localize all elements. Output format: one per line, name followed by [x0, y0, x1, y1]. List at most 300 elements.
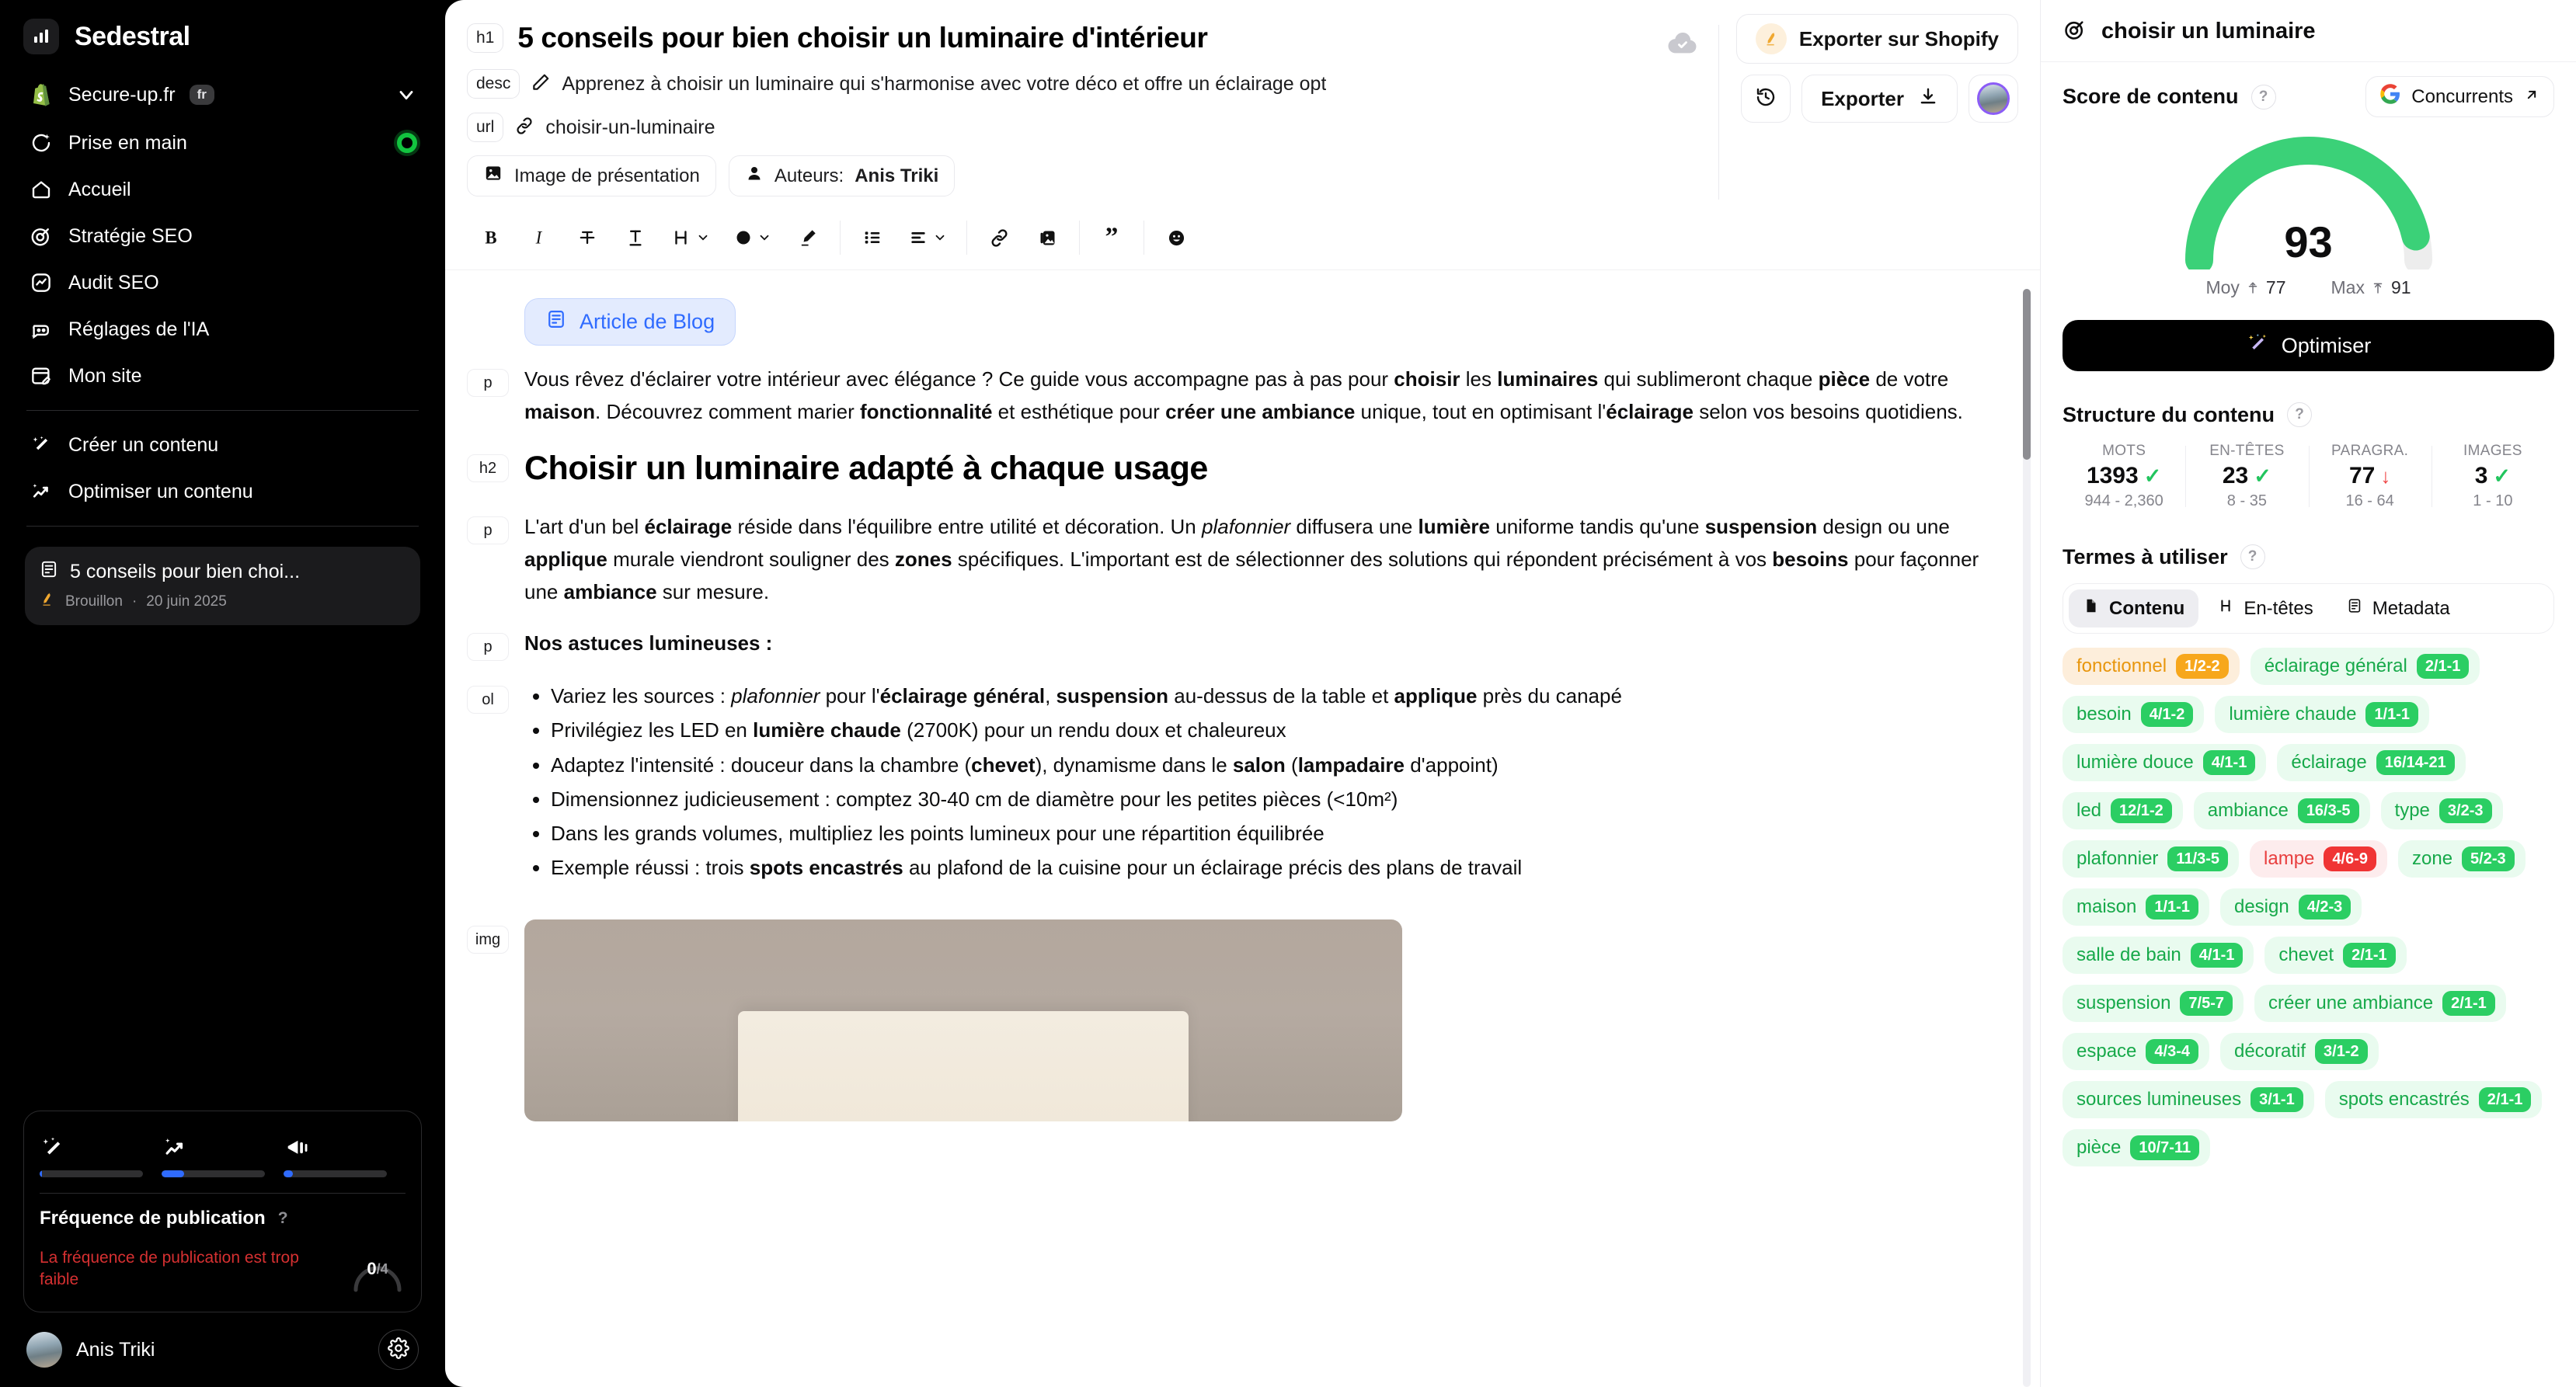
editor-panel: [445, 0, 2040, 1387]
term-count: 4/2-3: [2299, 895, 2351, 919]
sidebar-item-reglages-ia[interactable]: [23, 306, 422, 353]
block-tag-h1: h1: [467, 23, 503, 53]
score-title: Score de contenu: [2063, 85, 2239, 108]
draft-icon: [39, 591, 56, 613]
sidebar-item-label: Stratégie SEO: [68, 224, 193, 247]
document-icon: [2083, 597, 2100, 620]
score-stats: [2205, 277, 2411, 298]
stat-value: 77: [2348, 463, 2376, 488]
document-title-row: [39, 559, 406, 585]
structure-title-row: [2063, 402, 2554, 427]
title-row: [467, 14, 1650, 62]
block-tag-url: url: [467, 113, 503, 142]
sidebar-divider: [26, 410, 419, 411]
target-keyword: choisir un luminaire: [2101, 19, 2316, 43]
sidebar-item-label: Accueil: [68, 178, 131, 200]
term-count: 1/2-2: [2176, 654, 2229, 679]
tab-label: Metadata: [2372, 597, 2450, 619]
sidebar-item-label: Prise en main: [68, 131, 187, 154]
term-label: espace: [2076, 1041, 2137, 1062]
paragraph-block: [467, 363, 1993, 428]
term-label: pièce: [2076, 1137, 2122, 1158]
term-tag[interactable]: [2398, 840, 2526, 878]
term-tag[interactable]: [2220, 888, 2362, 926]
tips-list[interactable]: [524, 680, 1993, 884]
term-count: 3/1-1: [2251, 1087, 2303, 1112]
editor-document: [445, 270, 2040, 1121]
home-icon: [28, 176, 54, 203]
block-tag-ol: ol: [467, 686, 509, 714]
right-panel: [2040, 0, 2576, 1387]
list-block: [467, 680, 1993, 885]
meter-track: [284, 1170, 387, 1177]
bold-button[interactable]: [467, 214, 515, 262]
term-tag[interactable]: [2254, 985, 2506, 1022]
terms-help-icon[interactable]: ?: [2240, 544, 2265, 569]
term-count: 4/6-9: [2324, 846, 2376, 871]
paragraph-text[interactable]: Nos astuces lumineuses :: [524, 631, 773, 655]
term-count: 7/5-7: [2180, 991, 2233, 1016]
link-button[interactable]: [975, 214, 1023, 262]
term-label: maison: [2076, 896, 2137, 917]
avatar: [1977, 82, 2010, 115]
term-label: lumière douce: [2076, 752, 2194, 773]
article-icon: [545, 308, 567, 335]
target-icon: [2063, 17, 2087, 46]
document-meta-separator: ·: [131, 593, 138, 610]
score-average-value: 77: [2265, 277, 2286, 297]
brand: [23, 0, 422, 70]
terms-tabs: [2063, 583, 2554, 634]
sidebar-item-mon-site[interactable]: [23, 353, 422, 399]
svg-text:I: I: [535, 228, 542, 248]
document-icon: [39, 559, 59, 585]
highlighter-button[interactable]: [784, 214, 832, 262]
quote-button[interactable]: [1088, 214, 1136, 262]
frequency-meter-publish: [284, 1128, 406, 1177]
editor-header-right: [1650, 14, 2018, 207]
document-date: 20 juin 2025: [146, 593, 227, 610]
author-name: Anis Triki: [855, 165, 939, 186]
arrow-up-icon: [2371, 280, 2385, 296]
terms-title: Termes à utiliser: [2063, 544, 2228, 568]
stat-mots: [2063, 443, 2185, 510]
authors-button[interactable]: [729, 155, 955, 196]
meter-track: [162, 1170, 265, 1177]
terms-list: [2063, 648, 2554, 1185]
site-name: Secure-up.fr: [68, 83, 176, 106]
meta-buttons-row: [467, 149, 1650, 207]
editor-canvas: [445, 270, 2040, 1387]
score-gauge-wrap: [2063, 117, 2554, 303]
frequency-gauge: [350, 1245, 406, 1293]
document-title: 5 conseils pour bien choi...: [70, 561, 301, 582]
slug-value[interactable]: choisir-un-luminaire: [545, 116, 715, 138]
score-value: 93: [2284, 217, 2333, 266]
export-button[interactable]: [1801, 75, 1958, 123]
magic-trend-icon: [162, 1128, 284, 1161]
term-count: 12/1-2: [2111, 798, 2172, 823]
emoji-button[interactable]: [1152, 214, 1200, 262]
check-icon: ✓: [2254, 464, 2271, 488]
image-icon: [483, 163, 503, 189]
stat-value: 1393: [2086, 463, 2139, 488]
term-label: décoratif: [2233, 1041, 2306, 1062]
cloud-saved-icon: [1667, 14, 1718, 58]
sidebar-item-prise-en-main[interactable]: [23, 120, 422, 166]
term-count: 3/1-2: [2315, 1039, 2368, 1064]
term-count: 2/1-1: [2343, 943, 2396, 968]
term-label: spots encastrés: [2338, 1089, 2470, 1110]
score-help-icon[interactable]: ?: [2251, 85, 2276, 110]
image-body: [524, 919, 1993, 1121]
frequency-divider: [40, 1193, 406, 1194]
bullet-list-button[interactable]: [848, 214, 896, 262]
stat-range: 944 - 2,360: [2084, 492, 2163, 509]
google-icon: [2380, 84, 2400, 110]
content-type-label: Article de Blog: [580, 310, 715, 333]
sedestral-logo-icon: [23, 19, 59, 54]
history-button[interactable]: [1741, 75, 1791, 123]
term-tag[interactable]: [2063, 937, 2254, 974]
sidebar-action-label: Créer un contenu: [68, 433, 219, 456]
metadata-icon: [2346, 597, 2363, 620]
stat-value-row: [2309, 463, 2432, 489]
optimiser-button[interactable]: [2063, 320, 2554, 371]
sidebar-item-label: Mon site: [68, 364, 142, 387]
tab-en-tetes[interactable]: [2203, 589, 2327, 627]
term-count: 2/1-1: [2479, 1087, 2532, 1112]
heading-icon: [2217, 597, 2234, 620]
term-tag[interactable]: [2251, 648, 2480, 685]
frequency-meters: [40, 1128, 406, 1177]
term-label: chevet: [2278, 944, 2334, 965]
structure-help-icon[interactable]: ?: [2287, 402, 2312, 427]
term-count: 16/14-21: [2376, 750, 2455, 775]
term-label: design: [2233, 896, 2289, 917]
image-block: [467, 919, 1993, 1121]
score-section: [2041, 62, 2576, 303]
stat-value-row: [2432, 463, 2554, 489]
term-count: 4/1-1: [2203, 750, 2256, 775]
meta-description[interactable]: Apprenez à choisir un luminaire qui s'harmonise avec votre déco et offre un éclairage opt: [562, 72, 1327, 95]
stat-en-tetes: [2185, 443, 2308, 510]
sidebar-item-audit-seo[interactable]: [23, 259, 422, 306]
term-label: créer une ambiance: [2268, 992, 2434, 1013]
user-name: Anis Triki: [76, 1338, 155, 1361]
url-row: [467, 106, 1650, 149]
list-item[interactable]: • Adaptez l'intensité : douceur dans la chambre (chevet), dynamisme dans le salon (lampadaire d'appoint): [551, 749, 1993, 781]
term-label: salle de bain: [2076, 944, 2181, 965]
score-average-label: Moy: [2205, 277, 2240, 297]
publication-frequency-card: [23, 1111, 422, 1312]
term-label: sources lumineuses: [2076, 1089, 2242, 1110]
frequency-meter-optimize: [162, 1128, 284, 1177]
stat-key: EN-TÊTES: [2209, 443, 2285, 459]
settings-button[interactable]: [378, 1330, 419, 1370]
stat-value: 23: [2222, 463, 2249, 488]
stat-range: 8 - 35: [2226, 492, 2267, 509]
sidebar-item-strategie-seo[interactable]: [23, 213, 422, 259]
term-label: ambiance: [2207, 800, 2289, 821]
tab-label: En-têtes: [2244, 597, 2313, 619]
optimiser-label: Optimiser: [2281, 333, 2372, 357]
frequency-title-row: [40, 1208, 406, 1229]
download-icon: [1918, 86, 1938, 112]
sparkle-refresh-icon: [28, 130, 54, 156]
meter-track: [40, 1170, 143, 1177]
frequency-body: [40, 1245, 406, 1293]
heading-text[interactable]: Choisir un luminaire adapté à chaque usage: [524, 450, 1208, 488]
term-count: 4/1-2: [2141, 702, 2194, 727]
term-tag[interactable]: [2063, 888, 2209, 926]
align-dropdown[interactable]: [896, 214, 959, 262]
block-tag-p: p: [467, 369, 509, 397]
toolbar-divider: [1079, 221, 1080, 255]
user-icon: [745, 164, 764, 188]
stat-value-row: [2063, 463, 2185, 489]
cover-image-label: Image de présentation: [514, 165, 700, 186]
target-icon: [28, 223, 54, 249]
underline-button[interactable]: [611, 214, 660, 262]
avatar: [26, 1332, 62, 1368]
check-icon: ✓: [2143, 464, 2162, 488]
browser-edit-icon: [28, 363, 54, 389]
tab-label: Contenu: [2109, 597, 2185, 619]
term-count: 3/2-3: [2439, 798, 2492, 823]
sidebar-divider-2: [26, 526, 419, 527]
toolbar-divider: [840, 221, 841, 255]
magic-wand-icon: [2246, 332, 2269, 360]
list-item[interactable]: • Exemple réussi : trois spots encastrés au plafond de la cuisine pour un éclairage précis des plans de travail: [551, 851, 1993, 884]
tab-metadata[interactable]: [2332, 589, 2464, 627]
heading-block: [467, 448, 1993, 490]
export-label: Exporter: [1821, 86, 1904, 110]
term-label: lumière chaude: [2229, 704, 2357, 725]
terms-title-row: [2063, 544, 2554, 569]
term-tag[interactable]: [2063, 985, 2244, 1022]
sidebar-action-label: Optimiser un contenu: [68, 480, 253, 502]
sidebar-action-optimiser-contenu[interactable]: [23, 468, 422, 515]
term-label: plafonnier: [2076, 848, 2159, 869]
list-item[interactable]: • Privilégiez les LED en lumière chaude (2700K) pour un rendu doux et chaleureux: [551, 714, 1993, 746]
frequency-warning: La fréquence de publication est trop faible: [40, 1248, 299, 1288]
term-label: led: [2076, 800, 2102, 821]
block-tag-p: p: [467, 633, 509, 661]
term-tag[interactable]: [2063, 744, 2266, 781]
block-tag-p: p: [467, 516, 509, 544]
editor-action-buttons: [1736, 14, 2018, 123]
term-tag[interactable]: [2063, 696, 2204, 733]
term-tag[interactable]: [2325, 1081, 2543, 1118]
shopify-icon: [28, 82, 54, 108]
history-icon: [1754, 85, 1777, 113]
description-row: [467, 62, 1650, 106]
score-title-row: [2063, 76, 2554, 117]
term-tag[interactable]: [2063, 792, 2183, 829]
user-row[interactable]: [23, 1330, 422, 1370]
formatting-toolbar: [445, 207, 2040, 270]
frequency-title: Fréquence de publication: [40, 1208, 266, 1229]
brand-name: Sedestral: [75, 21, 190, 51]
gear-icon: [388, 1337, 409, 1363]
term-tag[interactable]: [2381, 792, 2503, 829]
sidebar-action-creer-contenu[interactable]: [23, 422, 422, 468]
article-image[interactable]: [524, 919, 1402, 1121]
svg-text:”: ”: [1105, 227, 1118, 249]
stat-key: MOTS: [2102, 443, 2146, 459]
term-label: besoin: [2076, 704, 2132, 725]
stat-range: 1 - 10: [2473, 492, 2513, 509]
paragraph-block: [467, 627, 1993, 661]
frequency-help-icon[interactable]: ?: [277, 1209, 288, 1227]
italic-button[interactable]: [515, 214, 563, 262]
block-tag-h2: h2: [467, 454, 509, 482]
pencil-icon: [531, 72, 551, 96]
list-body: [524, 680, 1993, 885]
term-tag[interactable]: [2063, 1129, 2210, 1166]
term-label: fonctionnel: [2076, 655, 2167, 676]
authors-label: Auteurs:: [774, 165, 844, 186]
editor-header: [445, 0, 2040, 207]
term-tag[interactable]: [2215, 696, 2429, 733]
external-link-icon: [2524, 86, 2539, 108]
term-count: 4/1-1: [2191, 943, 2244, 968]
chevron-down-icon[interactable]: [395, 84, 417, 106]
term-tag[interactable]: [2277, 744, 2465, 781]
list-item[interactable]: • Dans les grands volumes, multipliez les points lumineux pour une répartition équilibrée: [551, 817, 1993, 850]
editor-header-left: [467, 14, 1650, 207]
score-average: [2205, 277, 2285, 298]
term-count: 1/1-1: [2365, 702, 2418, 727]
check-icon: ✓: [2493, 464, 2512, 488]
term-tag[interactable]: [2063, 1033, 2209, 1070]
chart-square-icon: [28, 269, 54, 296]
stat-value-row: [2185, 463, 2308, 489]
frequency-meter-create: [40, 1128, 162, 1177]
paragraph-text[interactable]: L'art d'un bel éclairage réside dans l'équilibre entre utilité et décoration. Un plafonnier diffusera une lumière uniforme tandis qu'une suspension design ou une applique murale viendront souligner des zones spécifiques. L'important est de sélectionner des solutions qui répondent précisément à vos besoins pour façonner une ambiance sur mesure.: [524, 514, 1979, 604]
list-item[interactable]: • Variez les sources : plafonnier pour l'éclairage général, suspension au-dessus de la table et applique près du canapé: [551, 680, 1993, 712]
sidebar-item-accueil[interactable]: [23, 166, 422, 213]
stat-value: 3: [2474, 463, 2488, 488]
header-divider: [1718, 25, 1719, 200]
term-count: 2/1-1: [2442, 991, 2495, 1016]
strikethrough-button[interactable]: [563, 214, 611, 262]
stat-images: [2432, 443, 2554, 510]
frequency-gauge-value: 0 / 4: [367, 1259, 388, 1278]
tab-contenu[interactable]: [2069, 589, 2198, 627]
robot-icon: [28, 316, 54, 342]
content-type-body: [524, 298, 1993, 346]
scrollbar-thumb[interactable]: [2023, 289, 2031, 460]
stat-key: PARAGRA.: [2331, 443, 2409, 459]
term-count: 2/1-1: [2417, 654, 2470, 679]
content-type-pill[interactable]: [524, 298, 736, 346]
document-meta: [39, 591, 406, 613]
term-tag[interactable]: [2063, 1081, 2314, 1118]
magic-wand-icon: [28, 432, 54, 458]
concurrents-button[interactable]: [2365, 76, 2554, 117]
text-color-dropdown[interactable]: [722, 214, 784, 262]
megaphone-icon: [284, 1128, 406, 1161]
term-count: 5/2-3: [2462, 846, 2515, 871]
cover-image-button[interactable]: [467, 155, 716, 196]
sidebar-item-label: Audit SEO: [68, 271, 159, 294]
score-max-value: 91: [2390, 277, 2411, 297]
structure-section: [2041, 371, 2576, 510]
average-icon: [2246, 280, 2260, 296]
arrow-down-icon: ↓: [2380, 464, 2391, 488]
site-language-badge: fr: [190, 85, 214, 105]
magic-trend-icon: [28, 478, 54, 505]
sidebar-document-card[interactable]: [25, 547, 420, 625]
term-label: éclairage: [2291, 752, 2367, 773]
paragraph-block: [467, 510, 1993, 608]
page-title[interactable]: 5 conseils pour bien choisir un luminaire d'intérieur: [517, 22, 1208, 54]
export-shopify-label: Exporter sur Shopify: [1798, 26, 1999, 50]
term-count: 11/3-5: [2167, 846, 2228, 871]
shopify-draft-icon: [1756, 23, 1787, 54]
svg-text:B: B: [485, 228, 497, 248]
stat-paragraphes: [2309, 443, 2432, 510]
magic-wand-icon: [40, 1128, 162, 1161]
stat-range: 16 - 64: [2345, 492, 2394, 509]
link-icon: [514, 116, 534, 140]
term-tag[interactable]: [2063, 648, 2240, 685]
term-tag[interactable]: [2220, 1033, 2379, 1070]
heading-dropdown[interactable]: [660, 214, 722, 262]
structure-title: Structure du contenu: [2063, 402, 2275, 426]
term-tag[interactable]: [2264, 937, 2406, 974]
term-tag[interactable]: [2250, 840, 2387, 878]
sidebar-item-label: Réglages de l'IA: [68, 318, 210, 340]
term-tag[interactable]: [2063, 840, 2239, 878]
term-tag[interactable]: [2194, 792, 2370, 829]
concurrents-label: Concurrents: [2411, 85, 2513, 107]
keyword-header: [2041, 0, 2576, 62]
content-type-block: [467, 298, 1993, 346]
block-tag-img: img: [467, 926, 509, 954]
term-count: 16/3-5: [2298, 798, 2359, 823]
term-label: lampe: [2264, 848, 2315, 869]
term-label: type: [2394, 800, 2430, 821]
list-item[interactable]: • Dimensionnez judicieusement : comptez 30-40 cm de diamètre pour les petites pièces (<10m²): [551, 783, 1993, 815]
structure-stats: [2063, 443, 2554, 510]
score-gauge: [2181, 130, 2437, 269]
account-avatar-button[interactable]: [1969, 75, 2018, 123]
stat-key: IMAGES: [2463, 443, 2522, 459]
sidebar-footer: [23, 1111, 422, 1387]
term-label: zone: [2412, 848, 2453, 869]
term-label: suspension: [2076, 992, 2171, 1013]
status-dot: [397, 133, 417, 153]
left-sidebar: [0, 0, 445, 1387]
block-tag-desc: desc: [467, 69, 520, 99]
term-count: 1/1-1: [2146, 895, 2198, 919]
export-shopify-button[interactable]: [1736, 14, 2018, 64]
insert-image-button[interactable]: [1023, 214, 1071, 262]
site-selector[interactable]: [23, 70, 422, 120]
term-count: 10/7-11: [2130, 1135, 2199, 1160]
secondary-actions: [1741, 75, 2018, 123]
term-count: 4/3-4: [2146, 1039, 2198, 1064]
document-status: Brouillon: [65, 593, 123, 610]
term-label: éclairage général: [2264, 655, 2407, 676]
score-max-label: Max: [2331, 277, 2365, 297]
score-max: [2331, 277, 2411, 298]
terms-section: [2041, 510, 2576, 1185]
paragraph-text[interactable]: Vous rêvez d'éclairer votre intérieur avec élégance ? Ce guide vous accompagne pas à pas pour choisir les luminaires qui sublimeront chaque pièce de votre maison. Découvrez comment marier fonctionnalité et esthétique pour créer une ambiance unique, tout en optimisant l'éclairage selon vos besoins quotidiens.: [524, 367, 1963, 424]
